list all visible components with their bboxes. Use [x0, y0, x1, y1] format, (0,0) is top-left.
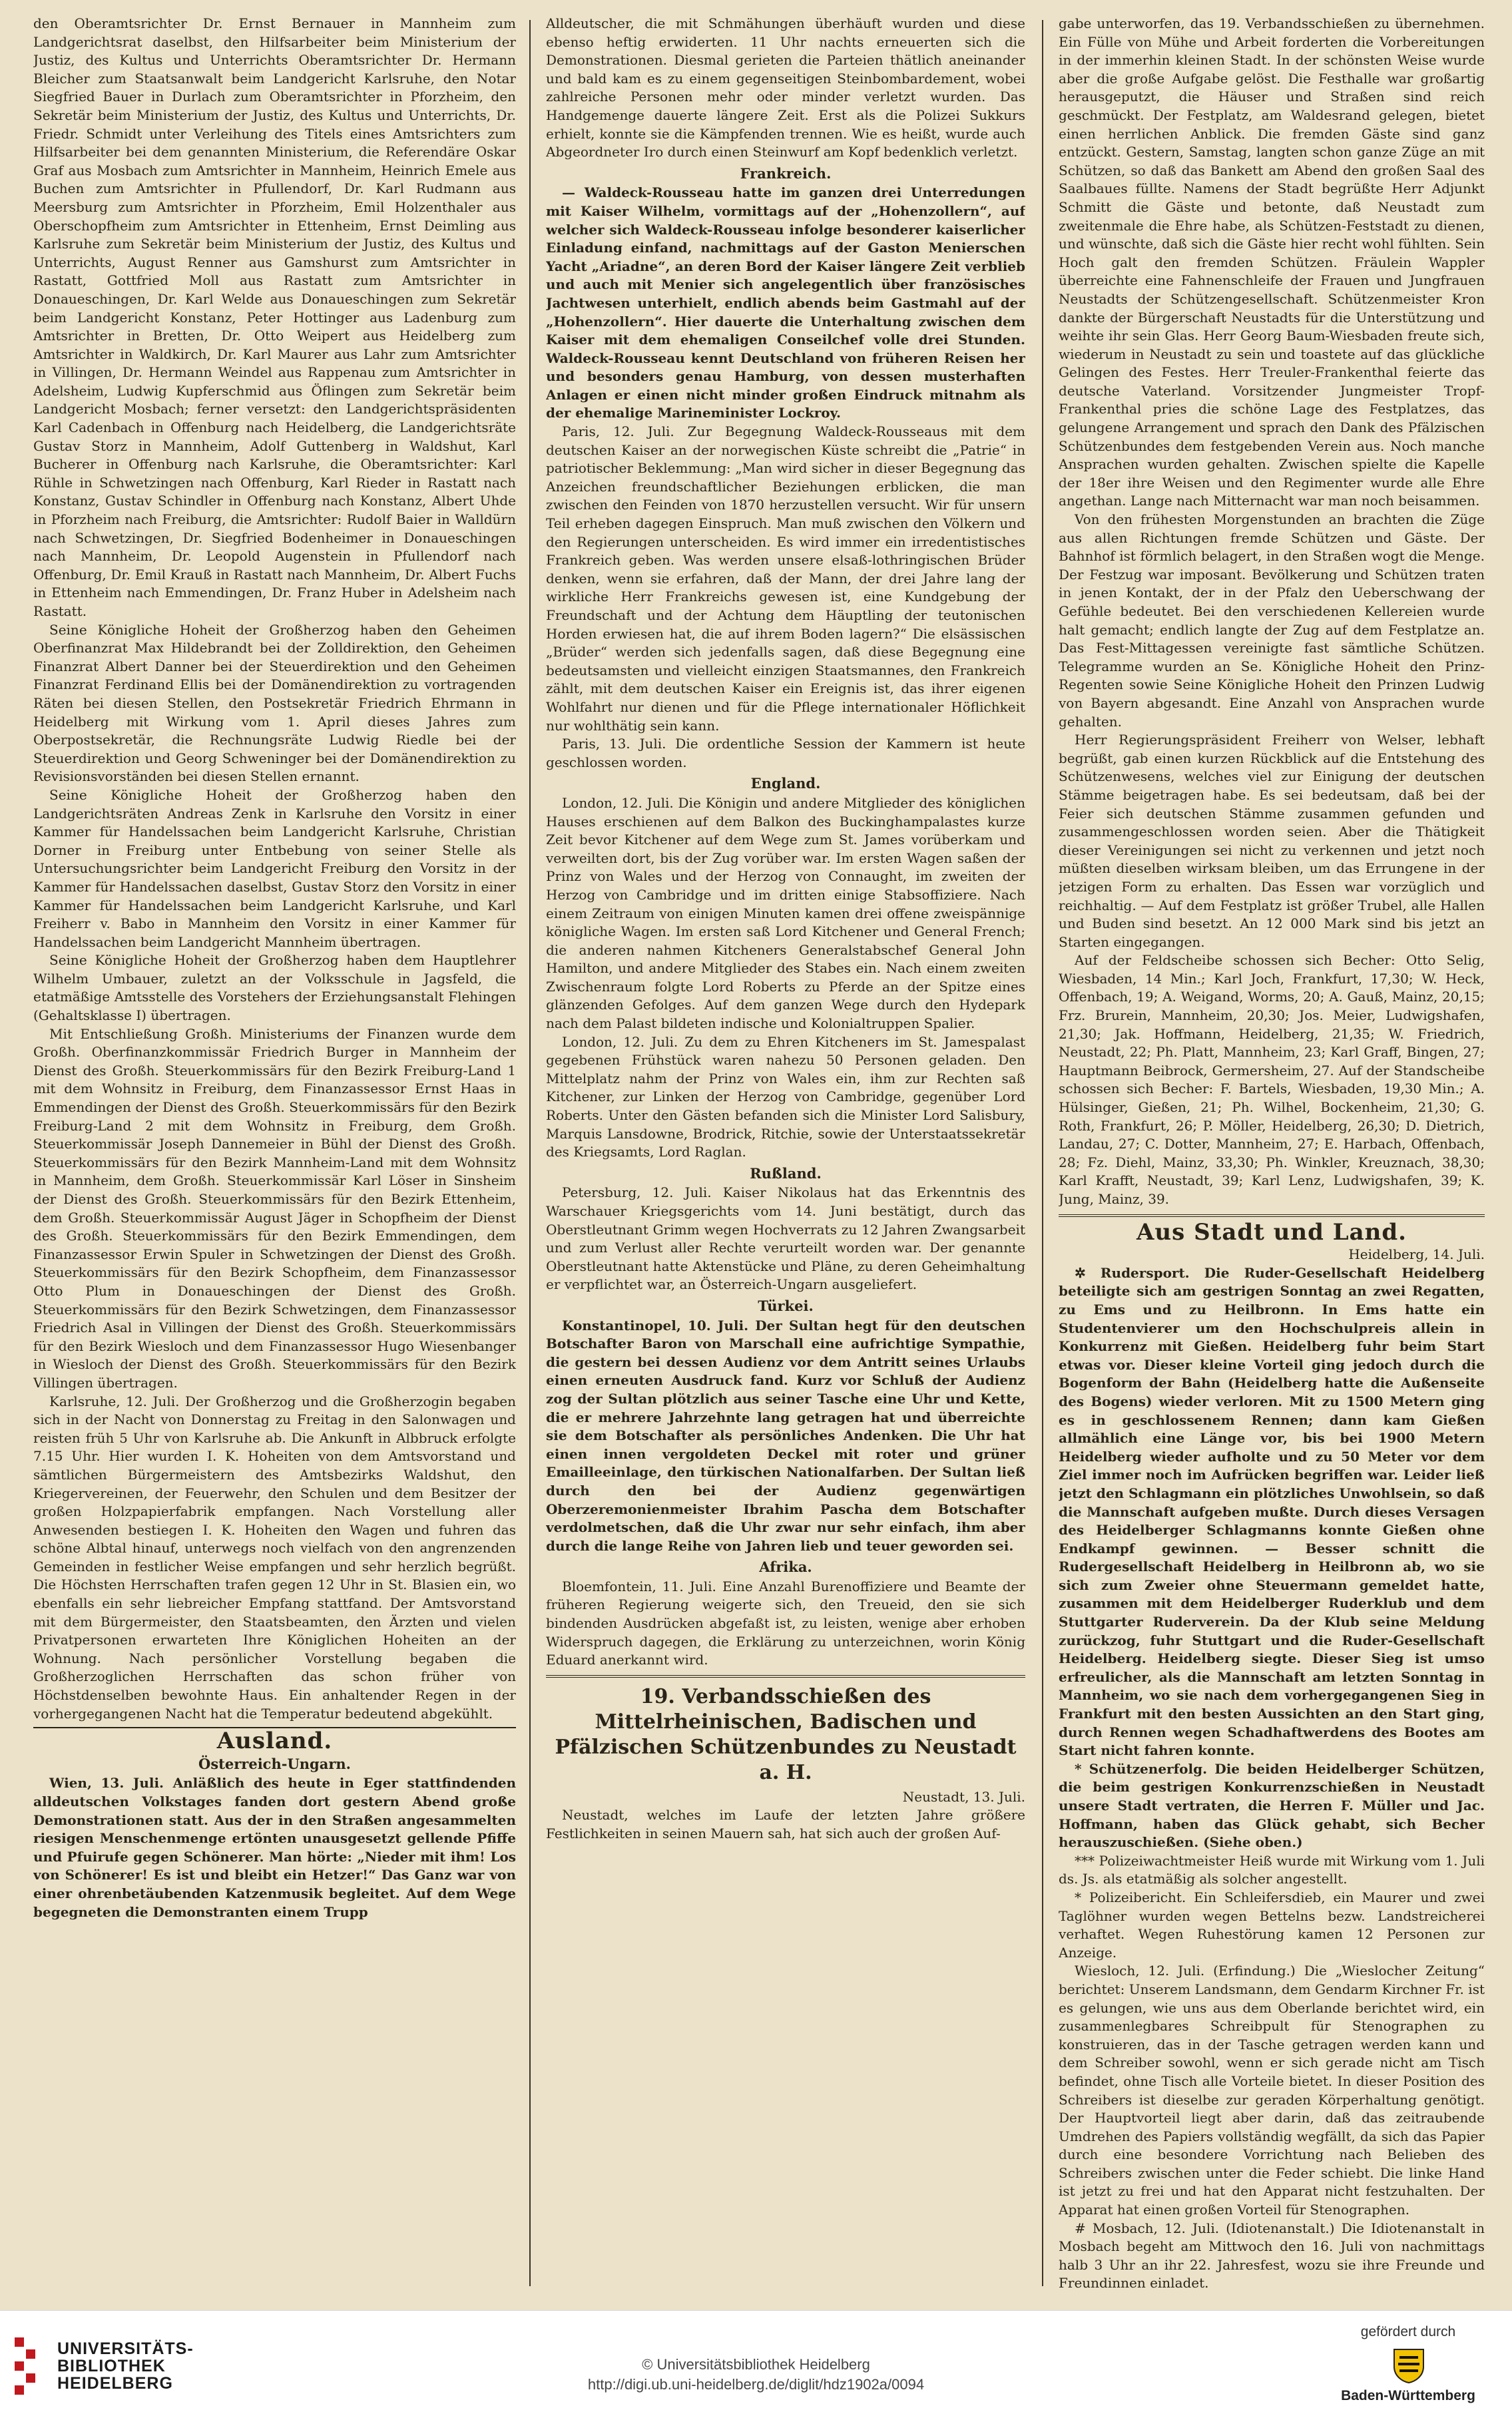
finance-appointments-paragraph: Seine Königliche Hoheit der Großherzog haben den Geheimen Oberfinanzrat Max Hildebrandt bei der Zolldirektion, den Geheimen Finanzrat Albert Danner bei der Steuerdirektion und den Geheimen Finanzrat Ferdinand Ellis bei der Domänendirektion zu vortragenden Räten bei diesen Stellen, den Postsekretär Friedrich Ehrmann in Heidelberg mit Wirkung vom 1. April dieses Jahres zum Oberpostsekretär, die Rechnungsräte Ludwig Riedle bei der Steuerdirektion und Georg Schweninger bei der Domänendirektion zu Revisionsvorständen bei diesen Stellen ernannt. [33, 621, 516, 785]
column-3 [1059, 15, 1485, 2291]
copyright-text: © Universitätsbibliothek Heidelberg [642, 2356, 870, 2373]
london-breakfast-paragraph: London, 12. Juli. Zu dem zu Ehren Kitcheners im St. Jamespalast gegebenen Frühstück waren nahezu 50 Personen geladen. Den Mittelplatz nahm der Prinz von Wales ein, ihm zur Rechten saß Kitchener, zur Linken der Herzog von Cambridge, gegenüber Lord Roberts. Unter den Gästen befanden sich die Minister Lord Salisbury, Marquis Lansdowne, Brodrick, Ritchie, sowie der Unterstaatssekretär des Kriegsamts, Lord Raglan. [546, 1033, 1025, 1160]
column-rule [529, 20, 531, 2286]
paris-session-paragraph: Paris, 13. Juli. Die ordentliche Session der Kammern ist heute geschlossen worden. [546, 736, 1025, 770]
section-heading-ausland: Ausland. [216, 1728, 333, 1755]
teacher-appointment-paragraph: Seine Königliche Hoheit der Großherzog haben dem Hauptlehrer Wilhelm Umbauer, zuletzt an der Volksschule in Jagsfeld, die etatmäßige Amtsstelle des Vorstehers der Erziehungsanstalt Flehingen (Gehaltsklasse I) übertragen. [33, 952, 516, 1024]
eger-continuation-paragraph: Alldeutscher, die mit Schmähungen überhäuft wurden und diese ebenso heftig erwiderten. 11 Uhr nachts erneuerten sich die Demonstrationen. Diesmal gerieten die Parteien thätlich aneinander und bald kam es zu einem gegenseitigen Steinbombardement, wobei zahlreiche Personen mehr oder minder verletzt wurden. Das Handgemenge dauerte längere Zeit. Erst als die Polizei Sukkurs erhielt, konnte sie die Kämpfenden trennen. Wie es heißt, wurde auch Abgeordneter Iro durch einen Steinwurf am Kopf bedenklich verletzt. [546, 15, 1025, 160]
festzug-paragraph: Von den frühesten Morgenstunden an brachten die Züge aus allen Richtungen fremde Schützen und Gäste. Der Bahnhof ist förmlich belagert, in den Straßen wogt die Menge. Der Festzug war imposant. Bevölkerung und Schützen traten in jenen Kontakt, der in der Pfalz den Ueberschwang der Gefühle bedeutet. Bei den verschiedenen Kellereien wurde halt gemacht; endlich langte der Zug auf dem Festplatze an. Das Fest-Mittagessen vereinigte fast sämtliche Schützen. Telegramme wurden an Se. Königliche Hoheit den Prinz-Regenten sowie Seine Königliche Hoheit den Prinzen Ludwig von Bayern abgesandt. Eine Anzahl von Ansprachen wurde gehalten. [1059, 511, 1485, 730]
library-name-line: UNIVERSITÄTS- [57, 2339, 194, 2358]
schuetzenfest-heading: 19. Verbandsschießen des Mittelrheinischen, Badischen und Pfälzischen Schützenbundes zu Neustadt a. H. [555, 1684, 1017, 1784]
column-rule [1042, 20, 1043, 2286]
subheading-russland: Rußland. [750, 1164, 822, 1182]
subheading-england: England. [750, 775, 821, 792]
library-name-line: HEIDELBERG [57, 2374, 173, 2393]
waldeck-rousseau-paragraph: — Waldeck-Rousseau hatte im ganzen drei Unterredungen mit Kaiser Wilhelm, vormittags auf der „Hohenzollern“, auf welcher sich Waldeck-Rousseau infolge besonderer kaiserlicher Einladung einfand, nachmittags auf der Gaston Menierschen Yacht „Ariadne“, an deren Bord der Kaiser längere Zeit verblieb und auch mit Menier sich angelegentlich über französisches Jachtwesen unterhielt, endlich abends beim Gastmahl auf der „Hohenzollern“. Hier dauerte die Unterhaltung zwischen dem Kaiser mit dem ehemaligen Conseilchef volle drei Stunden. Waldeck-Rousseau kennt Deutschland von früheren Reisen her und besonders genau Hamburg, von dessen musterhaften Anlagen er einen nicht minder großen Eindruck mitnahm als der ehemalige Marineminister Lockroy. [546, 184, 1025, 421]
karlsruhe-report-paragraph: Karlsruhe, 12. Juli. Der Großherzog und die Großherzogin begaben sich in der Nacht von Donnerstag zu Freitag in den Salonwagen und reisten früh 5 Uhr von Karlsruhe ab. Die Ankunft in Albbruck erfolgte 7.15 Uhr. Hier wurden I. K. Hoheiten von dem Amtsvorstand und sämtlichen Bürgermeistern des Amtsbezirks Waldshut, den Kriegervereinen, der Feuerwehr, den Schulen und dem Besitzer der großen Holzpapierfabrik empfangen. Nach Vorstellung aller Anwesenden bestiegen I. K. Hoheiten den Wagen und fuhren das schöne Albtal hinauf, unterwegs noch vielfach von den angrenzenden Gemeinden in festlicher Weise empfangen und sehr herzlich begrüßt. Die Höchsten Herrschaften trafen gegen 12 Uhr in St. Blasien ein, wo ebenfalls ein sehr liebreicher Empfang stattfand. Der Amtsvorstand mit dem Bürgermeister, den Staatsbeamten, den Ärzten und vielen Privatpersonen erwarteten Ihre Königlichen Hoheiten an der Wohnung. Nach persönlicher Vorstellung begaben die Großherzoglichen Herrschaften das schon früher von Höchstdenselben bewohnte Haus. Ein anhaltender Regen in der vorhergegangenen Nacht hat die Temperatur bedeutend abgekühlt. [33, 1393, 516, 1722]
library-name-line: BIBLIOTHEK [57, 2357, 166, 2375]
appointments-paragraph: den Oberamtsrichter Dr. Ernst Bernauer in Mannheim zum Landgerichtsrat daselbst, den Hilfsarbeiter beim Ministerium der Justiz, des Kultus und Unterrichts Oberamtsrichter Dr. Hermann Bleicher zum Staatsanwalt beim Landgericht Karlsruhe, den Notar Siegfried Bauer in Durlach zum Oberamtsrichter in Pforzheim, den Sekretär beim Ministerium der Justiz, des Kultus und Unterrichts, Dr. Friedr. Schmidt unter Verleihung des Titels eines Amtsrichters zum Hilfsarbeiter bei dem genannten Ministerium, die Referendäre Oskar Graf aus Mosbach zum Amtsrichter in Mannheim, Heinrich Emele aus Buchen zum Amtsrichter in Pfullendorf, Dr. Karl Rudmann aus Meersburg zum Amtsrichter in Pforzheim, Emil Holzenthaler aus Oberschopfheim zum Amtsrichter in Ettenheim, Ernst Deimling aus Karlsruhe zum Sekretär beim Ministerium der Justiz, des Kultus und Unterrichts, August Renner aus Gamshurst zum Amtsrichter in Rastatt, Gottfried Moll aus Rastatt zum Amtsrichter in Donaueschingen, Dr. Karl Welde aus Donaueschingen zum Sekretär beim Landgericht Konstanz, Peter Hottinger aus Ladenburg zum Amtsrichter in Bretten, Dr. Otto Weipert aus Heidelberg zum Amtsrichter in Waldkirch, Dr. Karl Maurer aus Lahr zum Amtsrichter in Villingen, Dr. Hermann Weindel aus Rappenau zum Amtsrichter in Adelsheim, Ludwig Kupferschmid aus Öflingen zum Sekretär beim Landgericht Mosbach; ferner versetzt: den Landgerichtspräsidenten Karl Cadenbach in Offenburg nach Heidelberg, die Landgerichtsräte Gustav Storz in Mannheim, Adolf Guttenberg in Waldshut, Karl Bucherer in Offenburg nach Karlsruhe, die Oberamtsrichter: Karl Rühle in Schwetzingen nach Offenburg, Karl Rieder in Rastatt nach Konstanz, Gustav Schindler in Offenburg nach Konstanz, Albert Uhde in Pforzheim nach Freiburg, die Amtsrichter: Rudolf Baier in Walldürn nach Schwetzingen, Dr. Siegfried Bodenheimer in Donaueschingen nach Mannheim, Dr. Leopold Augenstein in Pfullendorf nach Offenburg, Dr. Emil Krauß in Rastatt nach Mannheim, Dr. Albert Fuchs in Ettenheim nach Emmendingen, Dr. Franz Huber in Adelsheim nach Rastatt. [33, 15, 516, 619]
sponsor-name: Baden-Württemberg [1341, 2388, 1475, 2403]
state-crest-icon [1391, 2347, 1426, 2384]
subheading-oesterreich: Österreich-Ungarn. [198, 1755, 351, 1772]
vienna-report-paragraph: Wien, 13. Juli. Anläßlich des heute in Eger stattfindenden alldeutschen Volkstages fanden dort gestern Abend große Demonstrationen statt. Aus der in den Straßen angesammelten riesigen Menschenmenge ertönten unausgesetzt gellende Pfiffe und Pfuirufe gegen Schönerer. Man hörte: „Nieder mit ihm! Los von Schönerer! Es ist und bleibt ein Hetzer!“ Das Ganz war von einer ohrenbetäubenden Katzenmusik begleitet. Auf dem Wege begegneten die Demonstranten einem Trupp [33, 1775, 516, 1920]
section-divider [1059, 1214, 1485, 1218]
subheading-tuerkei: Türkei. [758, 1297, 814, 1314]
mosbach-paragraph: # Mosbach, 12. Juli. (Idiotenanstalt.) Die Idiotenanstalt in Mosbach begeht am Mittwoch den 16. Juli von nachmittags halb 3 Uhr an ihr 22. Jahresfest, wozu sie ihre Freunde und Freundinnen einladet. [1059, 2220, 1485, 2291]
paris-patrie-paragraph: Paris, 12. Juli. Zur Begegnung Waldeck-Rousseaus mit dem deutschen Kaiser an der norwegischen Küste schreibt die „Patrie“ in patriotischer Beklemmung: „Man wird sicher in dieser Begegnung das Anzeichen freundschaftlicher Beziehungen erblicken, die man zwischen den Feinden von 1870 herzustellen versucht. Wir für unsern Teil erheben dagegen Einspruch. Man muß zwischen den Völkern und den Regierungen unterscheiden. Es wird immer ein irredentistisches Frankreich geben. Was werden unsere elsaß-lothringischen Brüder denken, wenn sie erfahren, daß der Mann, der drei Jahre lang der wirkliche Herr Frankreichs gewesen ist, eine Kundgebung der Freundschaft und der Achtung dem Häuptling der teutonischen Horden erwiesen hat, die auf ihrem Boden lagern?“ Die elsässischen „Brüder“ werden sich jedenfalls sagen, daß diese Begegnung eine bedeutsamsten und vielleicht einzigen Staatsmannes, den Frankreich zählt, mit dem deutschen Kaiser ein Ereignis ist, das ihrer eigenen Wohlfahrt nur dienen und für die Pflege internationaler Höflichkeit nur wohlthätig sein kann. [546, 423, 1025, 734]
constantinople-paragraph: Konstantinopel, 10. Juli. Der Sultan hegt für den deutschen Botschafter Baron von Marschall eine aufrichtige Sympathie, die gestern bei dessen Audienz vor dem Antritt seines Urlaubs einen erneuten Ausdruck fand. Kurz vor Schluß der Audienz zog der Sultan plötzlich aus seiner Tasche eine Uhr und Kette, die er mehrere Jahrzehnte lang getragen hat und überreichte sie dem Botschafter als persönliches Andenken. Die Uhr hat einen innen vergoldeten Deckel mit roter und grüner Emailleeinlage, den türkischen Nationalfarben. Der Sultan ließ durch den bei der Audienz gegenwärtigen Oberzeremonienmeister Ibrahim Pascha dem Botschafter verdolmetschen, daß die Uhr zwar nur sehr einfach, ihm aber durch die lange Reihe von Jahren lieb und teuer geworden sei. [546, 1317, 1025, 1554]
shooting-success-paragraph: * Schützenerfolg. Die beiden Heidelberger Schützen, die beim gestrigen Konkurrenzschießen in Neustadt unsere Stadt vertraten, die Herren F. Müller und Jac. Hoffmann, haben das Glück gehabt, sich Becher herauszuschießen. (Siehe oben.) [1059, 1760, 1485, 1851]
court-chairs-paragraph: Seine Königliche Hoheit der Großherzog haben den Landgerichtsräten Andreas Zenk in Karlsruhe den Vorsitz in einer Kammer für Handelssachen beim Landgericht Karlsruhe, Christian Dorner in Freiburg unter Entbebung von seiner Stelle als Untersuchungsrichter beim Landgericht Freiburg den Vorsitz in der Kammer für Handelssachen daselbst, Gustav Storz den Vorsitz in einer Kammer für Handelssachen beim Landgericht Karlsruhe, und Karl Freiherr v. Babo in Mannheim den Vorsitz in einer Kammer für Handelssachen beim Landgericht Mannheim übertragen. [33, 786, 516, 950]
dateline-neustadt: Neustadt, 13. Juli. [902, 1788, 1025, 1805]
newspaper-page [33, 15, 1485, 2291]
permalink[interactable]: http://digi.ub.uni-heidelberg.de/diglit/hdz1902a/0094 [587, 2376, 925, 2393]
viewer-footer [0, 2310, 1512, 2412]
sponsor-logo[interactable] [1318, 2324, 1498, 2404]
neustadt-festival-paragraph: gabe unterworfen, das 19. Verbandsschießen zu übernehmen. Ein Fülle von Mühe und Arbeit forderten die Vorbereitungen in der immerhin kleinen Stadt. In der schönsten Weise wurde aber die große Aufgabe gelöst. Die Festhalle war großartig herausgeputzt, die Häuser und Straßen sind reich geschmückt. Der Festplatz, am Waldesrand gelegen, bietet einen herrlichen Anblick. Die fremden Gäste sind ganz entzückt. Gestern, Samstag, langten schon ganze Züge an mit Schützen, so daß das Bankett am Abend den großen Saal des Saalbaues füllte. Namens der Stadt begrüßte Herr Adjunkt Schmitt die Gäste und betonte, daß Neustadt zum zweitenmale die Ehre habe, als Schützen-Feststadt zu dienen, und wünschte, daß sich die Gäste hier recht wohl fühlten. Sein Hoch galt den fremden Schützen. Fräulein Wappler überreichte eine Fahnenschleife der Frauen und Jungfrauen Neustadts der Schützengesellschaft. Schützenmeister Kron dankte der Bürgerschaft Neustadts für die Unterstützung und weihte ihr sein Glas. Herr Georg Baum-Wiesbaden freute sich, wiederum in Neustadt zu sein und toastete auf das glückliche Gelingen des Festes. Herr Treuler-Frankenthal feierte das deutsche Vaterland. Vorsitzender Jungmeister Tropf-Frankenthal pries die schöne Lage des Festplatzes, das gelungene Arrangement und sprach den Dank des Pfälzischen Schützenbundes dem festgebenden Verein aus. Noch manche Ansprachen wurden gehalten. Zwischen spielte die Kapelle der 18er ihre Weisen und den Regimenter wurde alle Ehre angethan. Lange nach Mitternacht war man noch beisammen. [1059, 15, 1485, 509]
footer-credits [0, 2355, 1512, 2395]
bloemfontein-paragraph: Bloemfontein, 11. Juli. Eine Anzahl Burenoffiziere und Beamte der früheren Regierung weigerte sich, den Treueid, den sie sich bindenden Ausdrücken abgefaßt ist, zu leisten, wenige aber erhoben Widerspruch dagegen, die Erklärung zu unterzeichnen, worin König Eduard anerkannt wird. [546, 1578, 1025, 1668]
rowing-paragraph: ✲ Rudersport. Die Ruder-Gesellschaft Heidelberg beteiligte sich am gestrigen Sonntag an zwei Regatten, zu Ems und zu Heilbronn. In Ems hatte ein Studentenvierer um den Hochschulpreis allein in Konkurrenz mit Gießen. Heidelberg fuhr beim Start etwas vor. Dieser kleine Vorteil ging jedoch durch die Bogenform der Bahn (Heidelberg hatte die Außenseite des Bogens) wieder verloren. Mit zu 1500 Metern ging es in geschlossenem Rennen; dann kam Gießen allmählich eine Länge vor, bis bei 1900 Metern Heidelberg wieder aufholte und zu 50 Meter vor dem Ziel immer noch im Aufrücken begriffen war. Leider ließ jetzt den Schlagmann ein plötzliches Unwohlsein, so daß die Mannschaft aufgeben mußte. Durch dieses Versagen des Heidelberger Schlagmanns konnte Gießen ohne Endkampf gewinnen. — Besser schnitt die Rudergesellschaft Heidelberg in Heilbronn ab, wo sie sich zum Zweier ohne Steuermann gemeldet hatte, zusammen mit dem Heidelberger Ruderklub und dem Stuttgarter Ruderverein. Da der Klub seine Meldung zurückzog, fuhr Stuttgart und die Ruder-Gesellschaft Heidelberg. Heidelberg siegte. Dieser Sieg ist umso erfreulicher, als die Mannschaft am letzten Sonntag in Mannheim, wo sie nach dem vorhergegangenen Sieg in Frankfurt mit den besten Aussichten an den Start ging, durch Rennen wegen Schadhaftwerdens des Bootes am Start nicht fahren konnte. [1059, 1264, 1485, 1759]
column-1 [33, 15, 516, 2291]
wiesloch-invention-paragraph: Wiesloch, 12. Juli. (Erfindung.) Die „Wieslocher Zeitung“ berichtet: Unserem Landsmann, dem Gendarm Kirchner Fr. ist es gelungen, wie uns aus dem Oberlande berichtet wird, ein zusammenlegbares Schreibpult für Stenographen zu konstruieren, das in der Tasche getragen werden kann und dem Schreiber sowohl, wenn er sich gerade nicht am Tisch befindet, ohne Tisch alle Vorteile bietet. In dieser Position des Schreibers ist dieselbe zur geraden Körperhaltung genötigt. Der Hauptvorteil liegt aber darin, daß das zeitraubende Umdrehen des Papiers vollständig wegfällt, da sich das Papier durch eine besondere Vorrichtung nach Belieben des Schreibers zwischen unter die Feder schiebt. Die linke Hand ist jetzt zu frei und hat den Apparat nicht festzuhalten. Der Apparat hat einen großen Vorteil für Stenographen. [1059, 1963, 1485, 2218]
subheading-afrika: Afrika. [759, 1559, 812, 1576]
dateline-heidelberg: Heidelberg, 14. Juli. [1348, 1246, 1485, 1263]
petersburg-paragraph: Petersburg, 12. Juli. Kaiser Nikolaus hat das Erkenntnis des Warschauer Kriegsgerichts vom 14. Juni bestätigt, durch das Oberstleutnant Grimm wegen Hochverrats zu 12 Jahren Zwangsarbeit und zum Verlust aller Rechte verurteilt worden war. Der genannte Oberstleutnant hatte Aktenstücke und Pläne, zu deren Geheimhaltung er verpflichtet war, an Österreich-Ungarn ausgeliefert. [546, 1184, 1025, 1293]
section-divider [546, 1675, 1025, 1679]
welser-speech-paragraph: Herr Regierungspräsident Freiherr von Welser, lebhaft begrüßt, gab einen kurzen Rückblick auf die Entstehung des Schützenwesens, welches viel zur Einigung der deutschen Stämme beigetragen habe. Es sei bedeutsam, daß bei der Feier sich deutschen Stämme zusammen gefunden und zusammengeschlossen worden seien. Aber die Thätigkeit dieser Vereinigungen sei nicht zu verkennen und jetzt noch müßten dieselben wirksam bleiben, um das Errungene in der jetzigen Form zu erhalten. Das Essen war vorzüglich und reichhaltig. — Auf dem Festplatz ist größer Trubel, alle Hallen und Buden sind besetzt. An 12 000 Mark sind bis jetzt an Starten eingegangen. [1059, 732, 1485, 950]
london-kitchener-paragraph: London, 12. Juli. Die Königin und andere Mitglieder des königlichen Hauses erschienen auf dem Balkon des Buckinghampalastes kurze Zeit bevor Kitchener auf dem Wege zum St. James vorüberkam und verweilten dort, bis der Zug vorüber war. Im ersten Wagen saßen der Prinz von Wales und der Herzog von Connaught, im zweiten der Herzog von Cambridge und im dritten einige Stabsoffiziere. Nach einem Zeitraum von einigen Minuten kamen drei offene zweispännige königliche Wagen. Im ersten saß Lord Kitchener und General French; die anderen nahmen Kitcheners Generalstabschef General John Hamilton, und andere Mitglieder des Stabes ein. Nach einem zweiten Zwischenraum folgte Lord Roberts zu Pferde an der Spitze eines glänzenden Gefolges. Auf dem ganzen Wege durch den Hydepark nach dem Palast bildeten indische und Kolonialtruppen Spalier. [546, 794, 1025, 1032]
neustadt-intro-paragraph: Neustadt, welches im Laufe der letzten Jahre größere Festlichkeiten in seinen Mauern sah, hat sich auch der großen Auf- [546, 1807, 1025, 1842]
shooting-results-paragraph: Auf der Feldscheibe schossen sich Becher: Otto Selig, Wiesbaden, 14 Min.; Karl Joch, Frankfurt, 17,30; W. Heck, Offenbach, 19; A. Weigand, Worms, 20; A. Gauß, Mainz, 20,15; Frz. Brurein, Mannheim, 20,30; Jos. Meier, Ludwigshafen, 21,30; Jak. Hoffmann, Heidelberg, 21,35; W. Friedrich, Neustadt, 22; Ph. Platt, Mannheim, 23; Karl Graff, Bingen, 27; Hauptmann Beibrock, Germersheim, 27. Auf der Standscheibe schossen sich Becher: F. Bartels, Wiesbaden, 19,30 Min.; A. Hülsinger, Gießen, 21; Ph. Wilhel, Bockenheim, 21,30; G. Roth, Frankfurt, 26; P. Möller, Heidelberg, 26,30; D. Dietrich, Landau, 27; C. Dotter, Mannheim, 27; E. Harbach, Offenbach, 28; Fz. Diehl, Mainz, 33,30; Ph. Winkler, Kreuznach, 38,30; Karl Krafft, Neustadt, 39; Karl Lenz, Ludwigshafen, 39; K. Jung, Mainz, 39. [1059, 952, 1485, 1207]
police-officer-paragraph: *** Polizeiwachtmeister Heiß wurde mit Wirkung vom 1. Juli ds. Js. als etatmäßig als solcher angestellt. [1059, 1852, 1485, 1887]
column-2 [546, 15, 1025, 2291]
subheading-frankreich: Frankreich. [740, 164, 832, 182]
police-report-paragraph: * Polizeibericht. Ein Schleifersdieb, ein Maurer und zwei Taglöhner wurden wegen Bettelns bezw. Landstreicherei verhaftet. Wegen Ruhestörung kamen 12 Personen zur Anzeige. [1059, 1889, 1485, 1961]
sponsor-label: gefördert durch [1360, 2324, 1456, 2339]
section-heading-stadt-und-land: Aus Stadt und Land. [1136, 1218, 1407, 1246]
tax-commissioners-paragraph: Mit Entschließung Großh. Ministeriums der Finanzen wurde dem Großh. Oberfinanzkommissär Friedrich Burger in Mannheim der Dienst des Großh. Steuerkommissärs für den Bezirk Freiburg-Land 1 mit dem Wohnsitz in Freiburg, dem Finanzassessor Ernst Haas in Emmendingen der Dienst des Großh. Steuerkommissärs für den Bezirk Freiburg-Land 2 mit dem Wohnsitz in Freiburg, dem Großh. Steuerkommissär Joseph Dannemeier in Bühl der Dienst des Großh. Steuerkommissärs für den Bezirk Mannheim-Land mit dem Wohnsitz in Mannheim, dem Großh. Steuerkommissär Karl Löser in Sinsheim der Dienst des Großh. Steuerkommissärs für den Bezirk Ettenheim, dem Großh. Steuerkommissär August Jäger in Schopfheim der Dienst des Großh. Steuerkommissärs für den Bezirk Emmendingen, dem Finanzassessor Erwin Spuler in Schwetzingen der Dienst des Großh. Steuerkommissärs für den Bezirk Schopfheim, dem Finanzassessor Otto Plum in Donaueschingen der Dienst des Großh. Steuerkommissärs für den Bezirk Schwetzingen, dem Finanzassessor Friedrich Asal in Villingen der Dienst des Großh. Steuerkommissärs für den Bezirk Wiesloch und dem Finanzassessor Hugo Wiesenbanger in Wiesloch der Dienst des Großh. Steuerkommissärs für den Bezirk Villingen übertragen. [33, 1025, 516, 1391]
